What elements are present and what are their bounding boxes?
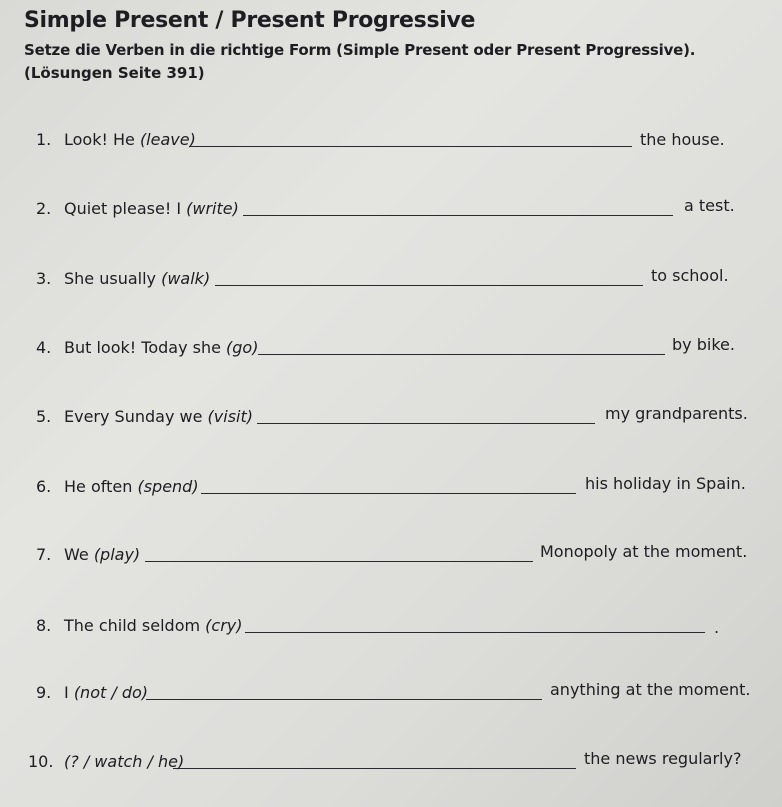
- answer-blank[interactable]: [146, 699, 542, 700]
- instruction-text: Setze die Verben in die richtige Form (Simple Present oder Present Progressive).: [24, 41, 696, 59]
- exercise-stem: We (play): [64, 545, 141, 564]
- exercise-7: [0, 542, 782, 569]
- exercise-number: 8.: [36, 616, 52, 635]
- exercise-stem: The child seldom (cry): [64, 616, 243, 635]
- exercise-stem: But look! Today she (go): [64, 338, 259, 357]
- exercise-ending: .: [714, 618, 720, 637]
- exercise-ending: the house.: [640, 130, 725, 149]
- verb-cue: (play): [93, 545, 141, 564]
- exercise-number: 7.: [36, 545, 52, 564]
- verb-cue: (walk): [161, 269, 211, 288]
- exercise-ending: Monopoly at the moment.: [540, 542, 748, 561]
- exercise-stem: Look! He (leave): [64, 130, 196, 149]
- answer-blank[interactable]: [243, 215, 673, 216]
- answer-blank[interactable]: [245, 632, 705, 633]
- exercise-ending: the news regularly?: [584, 749, 742, 768]
- verb-cue: (go): [226, 338, 259, 357]
- verb-cue: (cry): [205, 616, 243, 635]
- verb-cue: (leave): [139, 130, 196, 149]
- verb-cue: (? / watch / he): [64, 752, 185, 771]
- exercise-ending: my grandparents.: [605, 404, 748, 423]
- exercise-3: [0, 266, 782, 293]
- worksheet-title: Simple Present / Present Progressive: [24, 8, 476, 33]
- exercise-10: [0, 749, 782, 776]
- answer-blank[interactable]: [258, 354, 665, 355]
- exercise-number: 6.: [36, 477, 52, 496]
- exercise-stem: She usually (walk): [64, 269, 211, 288]
- exercise-4: [0, 335, 782, 362]
- verb-cue: (not / do): [73, 683, 149, 702]
- exercise-stem: Every Sunday we (visit): [64, 407, 253, 426]
- answer-blank[interactable]: [257, 423, 595, 424]
- verb-cue: (spend): [137, 477, 199, 496]
- verb-cue: (visit): [207, 407, 253, 426]
- exercise-stem: Quiet please! I (write): [64, 199, 239, 218]
- exercise-ending: by bike.: [672, 335, 735, 354]
- exercise-number: 10.: [28, 752, 54, 771]
- exercise-stem: I (not / do): [64, 683, 149, 702]
- exercise-5: [0, 404, 782, 431]
- exercise-ending: his holiday in Spain.: [585, 474, 746, 493]
- exercise-number: 3.: [36, 269, 52, 288]
- exercise-number: 2.: [36, 199, 52, 218]
- answer-blank[interactable]: [189, 146, 632, 147]
- answer-blank[interactable]: [145, 561, 533, 562]
- exercise-8: [0, 616, 782, 640]
- exercise-9: [0, 680, 782, 707]
- exercise-stem: He often (spend): [64, 477, 199, 496]
- exercise-ending: a test.: [684, 196, 735, 215]
- answer-blank[interactable]: [215, 285, 643, 286]
- exercise-ending: to school.: [651, 266, 729, 285]
- exercise-number: 1.: [36, 130, 52, 149]
- exercise-ending: anything at the moment.: [550, 680, 751, 699]
- exercise-6: [0, 474, 782, 501]
- exercise-stem: [64, 752, 184, 771]
- verb-cue: (write): [186, 199, 239, 218]
- exercise-number: 4.: [36, 338, 52, 357]
- exercise-2: [0, 196, 782, 223]
- answer-blank[interactable]: [173, 768, 576, 769]
- exercise-number: 9.: [36, 683, 52, 702]
- answer-blank[interactable]: [201, 493, 576, 494]
- solutions-reference: (Lösungen Seite 391): [24, 64, 205, 82]
- exercise-number: 5.: [36, 407, 52, 426]
- exercise-1: [0, 130, 782, 154]
